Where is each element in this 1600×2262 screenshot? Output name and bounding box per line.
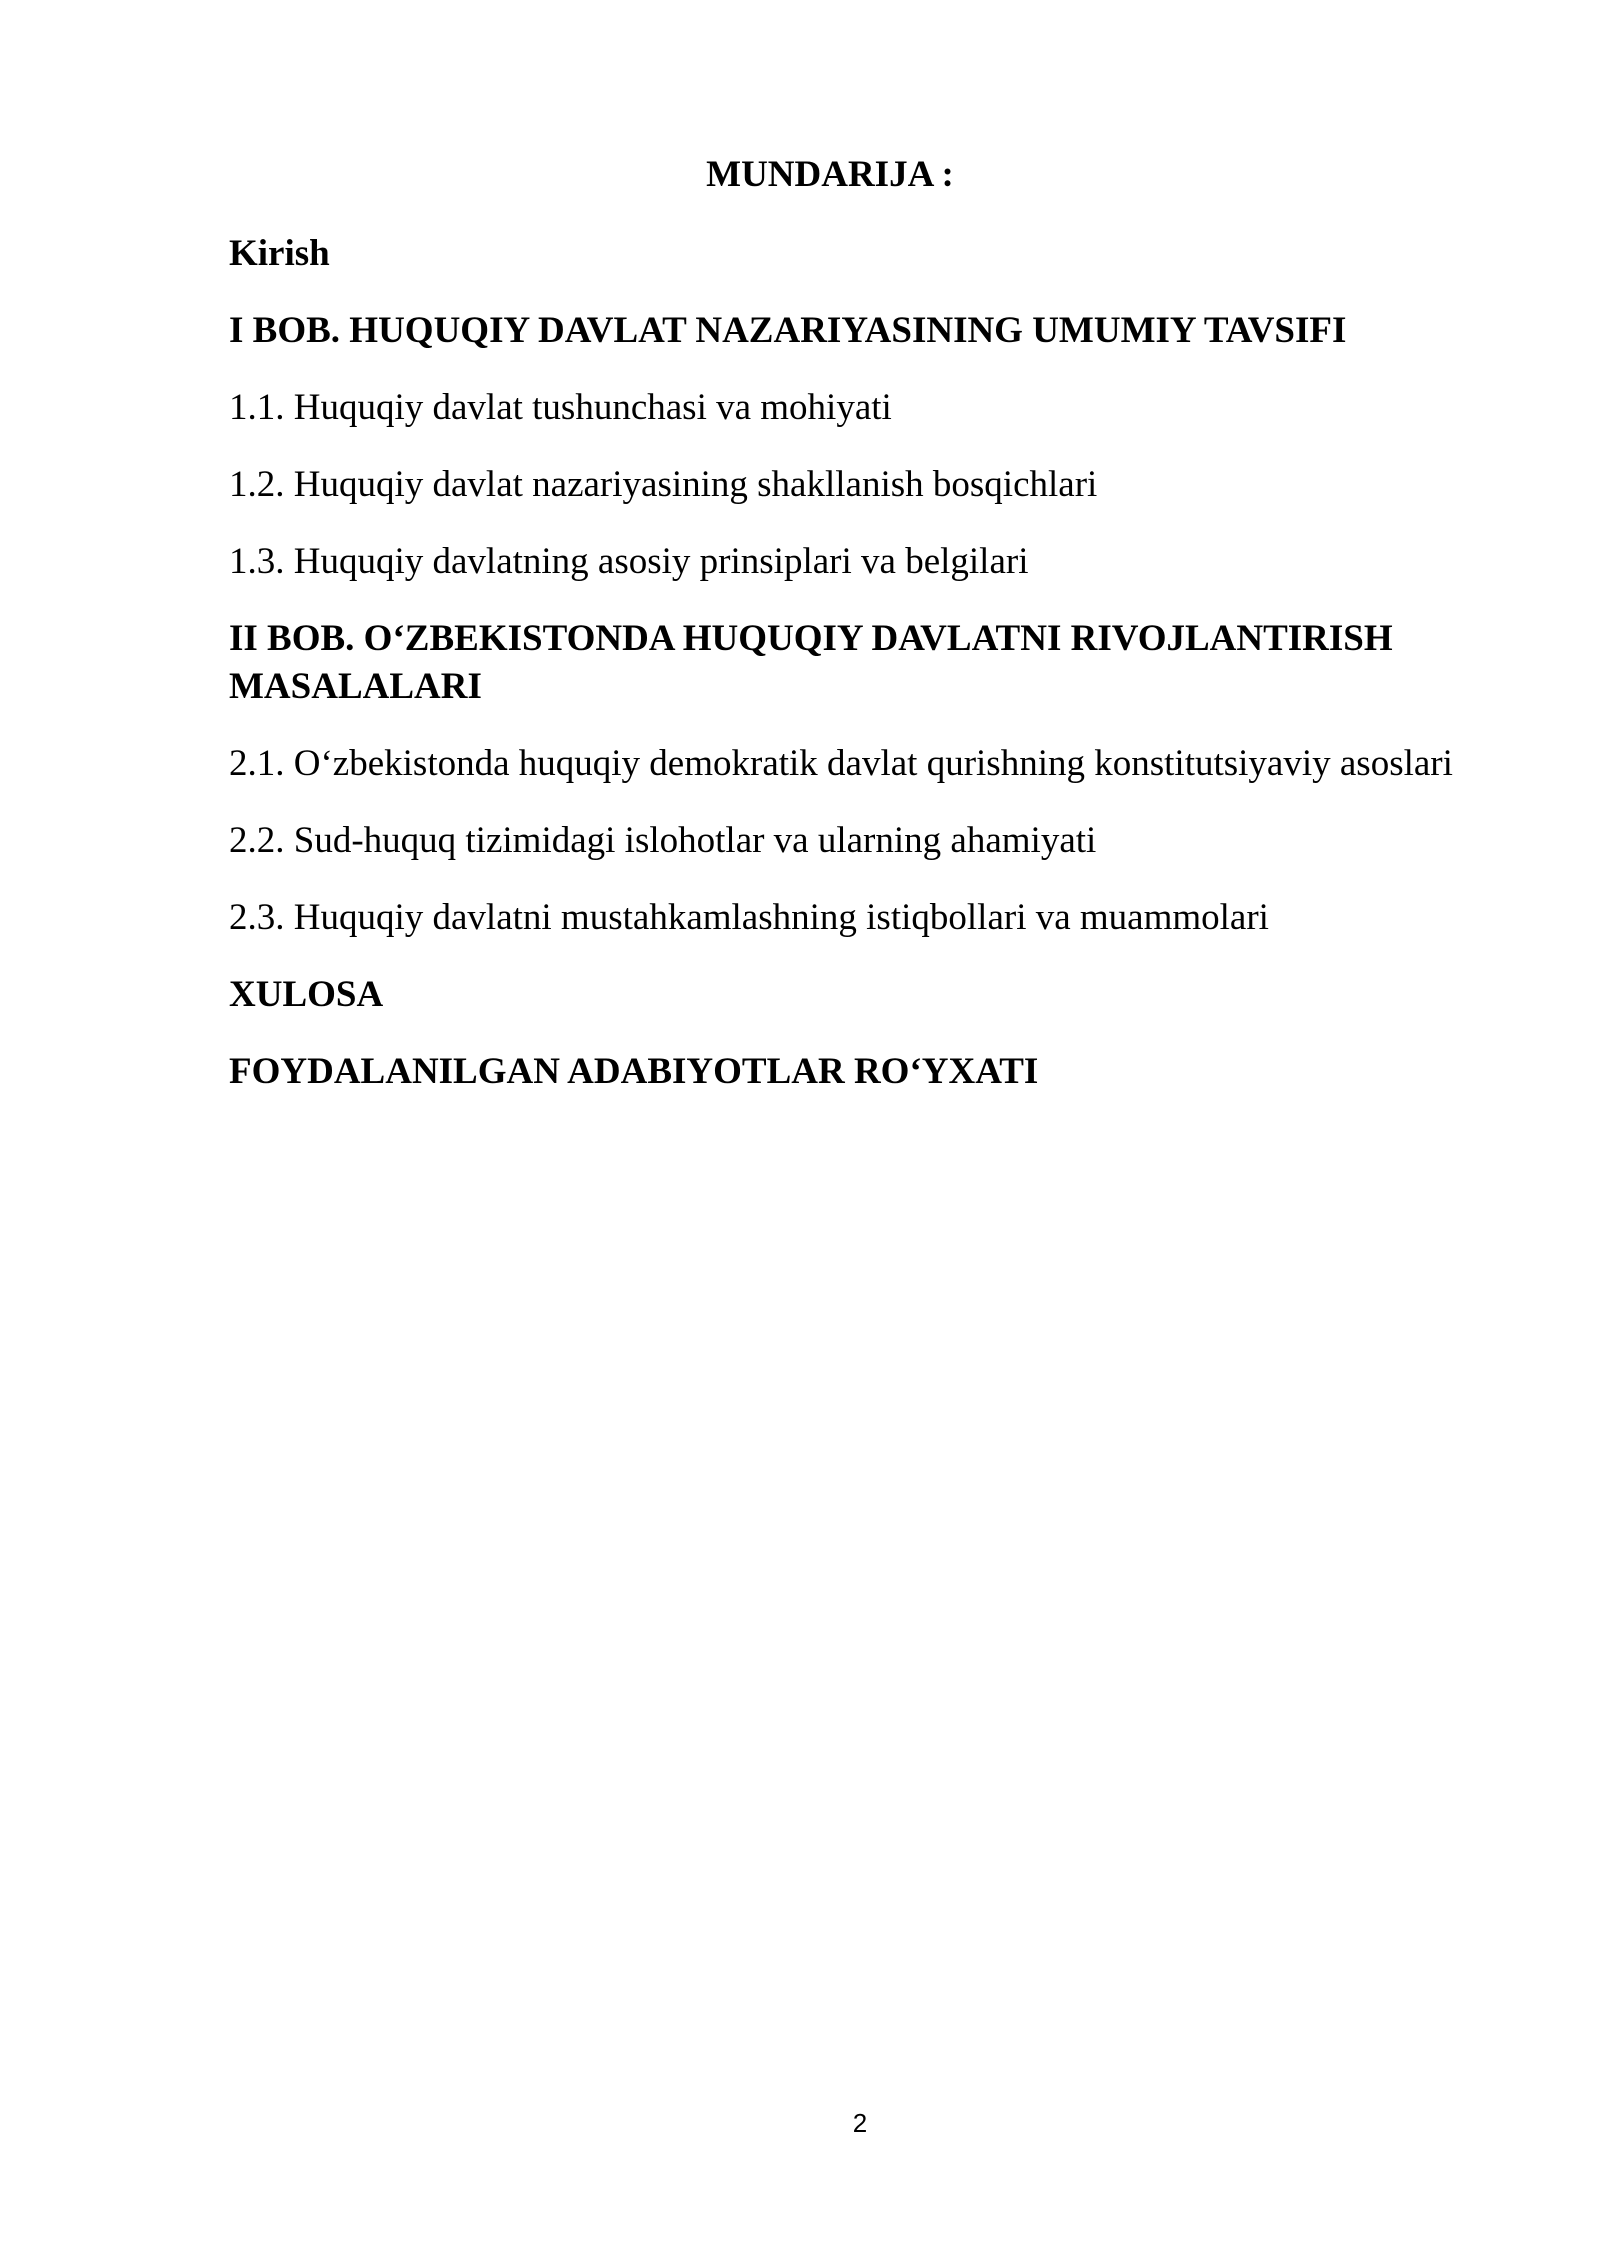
toc-entry-section-2-2: 2.2. Sud-huquq tizimidagi islohotlar va ularning ahamiyati xyxy=(229,820,1097,861)
toc-entry-section-2-1: 2.1. O‘zbekistonda huquqiy demokratik davlat qurishning konstitutsiyaviy asoslari xyxy=(229,743,1453,784)
toc-entry-section-1-3: 1.3. Huquqiy davlatning asosiy prinsiplari va belgilari xyxy=(229,541,1029,582)
toc-entry-conclusion: XULOSA xyxy=(229,974,384,1015)
toc-entry-section-2-3: 2.3. Huquqiy davlatni mustahkamlashning istiqbollari va muammolari xyxy=(229,897,1269,938)
table-of-contents xyxy=(229,230,1539,1125)
toc-entry-introduction: Kirish xyxy=(229,233,330,274)
toc-entry-section-1-1: 1.1. Huquqiy davlat tushunchasi va mohiyati xyxy=(229,387,892,428)
page-title: MUNDARIJA : xyxy=(706,154,954,195)
toc-entry-chapter-1: I BOB. HUQUQIY DAVLAT NAZARIYASINING UMUMIY TAVSIFI xyxy=(229,310,1347,351)
toc-entry-references: FOYDALANILGAN ADABIYOTLAR RO‘YXATI xyxy=(229,1051,1039,1092)
page-number: 2 xyxy=(852,2108,868,2138)
toc-entry-section-1-2: 1.2. Huquqiy davlat nazariyasining shakllanish bosqichlari xyxy=(229,464,1098,505)
toc-entry-chapter-2: II BOB. O‘ZBEKISTONDA HUQUQIY DAVLATNI RIVOJLANTIRISH MASALALARI xyxy=(229,618,1393,707)
